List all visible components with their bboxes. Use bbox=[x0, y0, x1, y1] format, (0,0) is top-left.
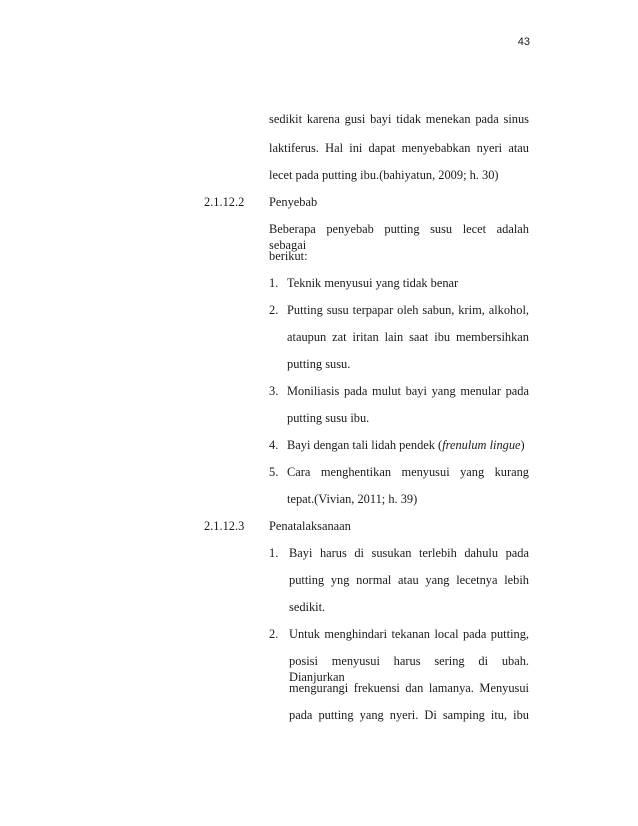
list-item-text: Bayi harus di susukan terlebih dahulu pada bbox=[289, 546, 529, 560]
list-item-text: Putting susu terpapar oleh sabun, krim, alkohol, bbox=[287, 303, 529, 317]
paragraph-line: laktiferus. Hal ini dapat menyebabkan nyeri atau bbox=[269, 141, 529, 155]
paragraph-line: sedikit karena gusi bayi tidak menekan pada sinus bbox=[269, 112, 529, 126]
paragraph-line: lecet pada putting ibu.(bahiyatun, 2009; h. 30) bbox=[269, 168, 499, 182]
section-title: Penyebab bbox=[269, 195, 318, 209]
paragraph-line: Beberapa penyebab putting susu lecet adalah sebagai bbox=[269, 222, 529, 252]
list-item-text: posisi menyusui harus sering di ubah. Dianjurkan bbox=[289, 654, 529, 684]
section-number: 2.1.12.3 bbox=[204, 519, 245, 533]
section-number: 2.1.12.2 bbox=[204, 195, 245, 209]
list-item-text: Moniliasis pada mulut bayi yang menular pada bbox=[287, 384, 529, 398]
list-item-text: Untuk menghindari tekanan local pada putting, bbox=[289, 627, 529, 641]
list-item-text: sedikit. bbox=[289, 600, 326, 614]
italic-term: frenulum lingue bbox=[442, 438, 521, 452]
list-marker: 5. bbox=[269, 465, 279, 479]
list-item-text: putting susu. bbox=[287, 357, 351, 371]
list-item-text: ataupun zat iritan lain saat ibu membersihkan bbox=[287, 330, 529, 344]
list-item-text: putting yng normal atau yang lecetnya lebih bbox=[289, 573, 529, 587]
list-marker: 2. bbox=[269, 303, 279, 317]
list-marker: 3. bbox=[269, 384, 279, 398]
page-number: 43 bbox=[517, 36, 530, 48]
list-item-text: putting susu ibu. bbox=[287, 411, 370, 425]
list-item-text: pada putting yang nyeri. Di samping itu, ibu bbox=[289, 708, 529, 722]
list-item-text bbox=[287, 437, 525, 453]
list-item-text-part: ) bbox=[520, 438, 525, 452]
list-item-text: mengurangi frekuensi dan lamanya. Menyusui bbox=[289, 681, 529, 695]
section-title: Penatalaksanaan bbox=[269, 519, 351, 533]
list-marker: 1. bbox=[269, 546, 279, 560]
list-marker: 4. bbox=[269, 438, 279, 452]
list-item-text: Teknik menyusui yang tidak benar bbox=[287, 276, 459, 290]
list-item-text-part: Bayi dengan tali lidah pendek ( bbox=[287, 438, 443, 452]
list-item-text: tepat.(Vivian, 2011; h. 39) bbox=[287, 492, 418, 506]
paragraph-line: berikut: bbox=[269, 249, 308, 263]
list-marker: 2. bbox=[269, 627, 279, 641]
list-marker: 1. bbox=[269, 276, 279, 290]
list-item-text: Cara menghentikan menyusui yang kurang bbox=[287, 465, 529, 479]
